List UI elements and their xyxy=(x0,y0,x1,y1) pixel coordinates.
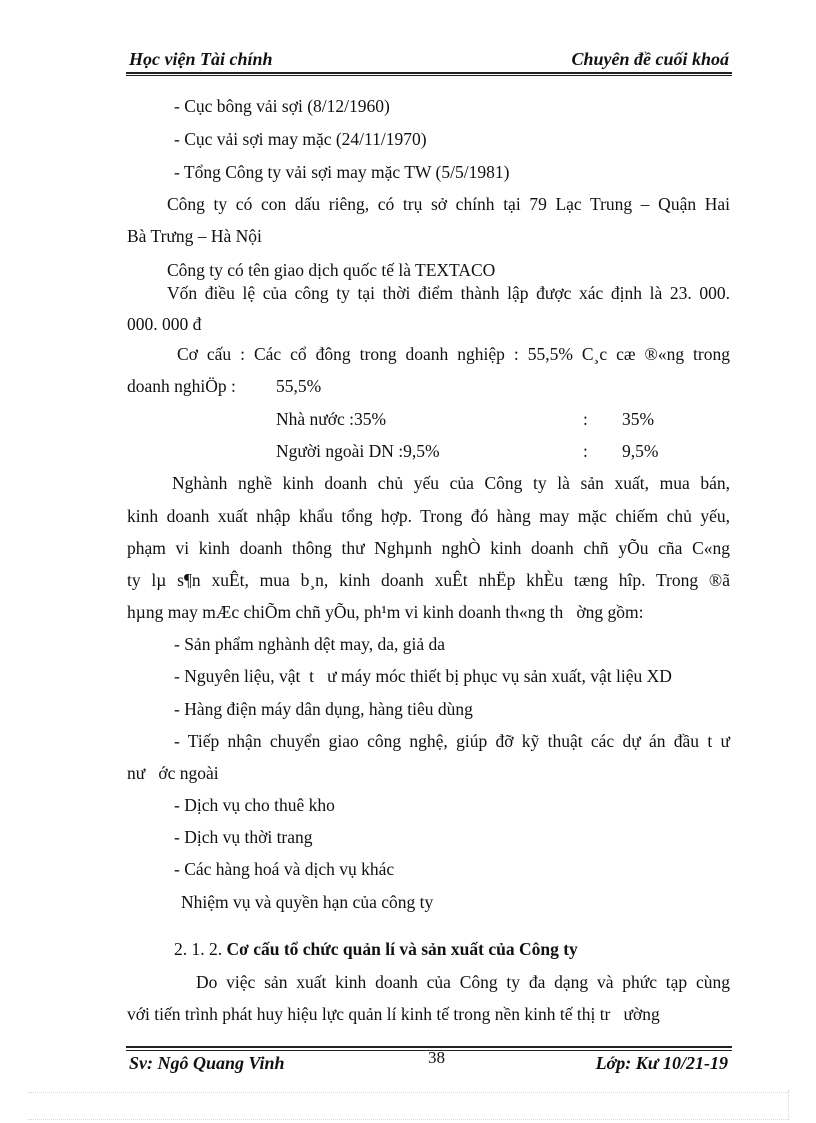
header-divider xyxy=(126,75,732,76)
page-number: 38 xyxy=(428,1048,445,1067)
bullet-item: - Dịch vụ cho thuê kho xyxy=(174,795,335,815)
percentage-value: 55,5% xyxy=(276,376,322,396)
header-institution: Học viện Tài chính xyxy=(129,49,273,69)
section-heading xyxy=(174,937,578,961)
separator: : xyxy=(583,441,588,461)
section-number: 2. 1. 2. xyxy=(174,939,227,959)
paragraph-line: với tiến trình phát huy hiệu lực quản lí kinh tế trong nền kinh tế thị tr ường xyxy=(127,1004,660,1024)
page-edge xyxy=(788,1090,789,1120)
separator: : xyxy=(583,409,588,429)
bullet-item: - Cục bông vải sợi (8/12/1960) xyxy=(174,96,390,116)
paragraph-line: kinh doanh xuất nhập khẩu tổng hợp. Trong đó hàng may mặc chiếm chủ yếu, xyxy=(127,506,730,526)
bullet-item: - Cục vải sợi may mặc (24/11/1970) xyxy=(174,129,427,149)
paragraph-line: Do việc sản xuất kinh doanh của Công ty đa dạng và phức tạp cùng xyxy=(196,972,730,992)
bullet-item: - Tổng Công ty vải sợi may mặc TW (5/5/1981) xyxy=(174,162,510,182)
bullet-item: - Tiếp nhận chuyển giao công nghệ, giúp đỡ kỹ thuật các dự án đầu t ư xyxy=(174,731,730,751)
bullet-item: - Các hàng hoá và dịch vụ khác xyxy=(174,859,395,879)
paragraph-line: phạm vi kinh doanh thông thư Nghµnh nghÒ kinh doanh chñ yÕu cña C«ng xyxy=(127,538,730,558)
paragraph-line: Cơ cấu : Các cổ đông trong doanh nghiệp : 55,5% C¸c cæ ®«ng trong xyxy=(177,344,730,364)
paragraph-line: ty lµ s¶n xuÊt, mua b¸n, kinh doanh xuÊt nhËp khÈu tæng hîp. Trong ®ã xyxy=(127,570,730,590)
page-edge xyxy=(28,1119,788,1120)
paragraph-line: Công ty có con dấu riêng, có trụ sở chính tại 79 Lạc Trung – Quận Hai xyxy=(167,194,730,214)
bullet-item: - Hàng điện máy dân dụng, hàng tiêu dùng xyxy=(174,699,473,719)
header-title: Chuyên đề cuối khoá xyxy=(571,49,729,69)
bullet-item: - Dịch vụ thời trang xyxy=(174,827,313,847)
paragraph-line: nư ớc ngoài xyxy=(127,763,219,783)
paragraph-line: 000. 000 đ xyxy=(127,314,202,334)
paragraph-line: Công ty có tên giao dịch quốc tế là TEXTACO xyxy=(167,260,496,280)
paragraph-line: Nghành nghề kinh doanh chủ yếu của Công ty là sản xuất, mua bán, xyxy=(172,473,730,493)
paragraph-line: doanh nghiÖp : xyxy=(127,376,236,396)
page-edge xyxy=(28,1092,788,1093)
paragraph-line: hµng may mÆc chiÕm chñ yÕu, ph¹m vi kinh doanh th«ng th ờng gồm: xyxy=(127,602,644,622)
shareholder-label: Nhà nước :35% xyxy=(276,409,387,429)
footer-student: Sv: Ngô Quang Vinh xyxy=(129,1053,285,1073)
percentage-value: 9,5% xyxy=(622,441,659,461)
section-title: Cơ cấu tổ chức quản lí và sản xuất của Công ty xyxy=(226,939,578,959)
shareholder-label: Người ngoài DN :9,5% xyxy=(276,441,440,461)
paragraph-line: Nhiệm vụ và quyền hạn của công ty xyxy=(181,892,434,912)
percentage-value: 35% xyxy=(622,409,655,429)
page-header xyxy=(126,46,732,74)
paragraph-line: Vốn điều lệ của công ty tại thời điểm thành lập được xác định là 23. 000. xyxy=(167,283,730,303)
footer-class: Lớp: Kư 10/21-19 xyxy=(595,1053,728,1073)
bullet-item: - Sản phẩm nghành dệt may, da, giả da xyxy=(174,634,446,654)
paragraph-line: Bà Trưng – Hà Nội xyxy=(127,226,262,246)
bullet-item: - Nguyên liệu, vật t ư máy móc thiết bị phục vụ sản xuất, vật liệu XD xyxy=(174,666,672,686)
